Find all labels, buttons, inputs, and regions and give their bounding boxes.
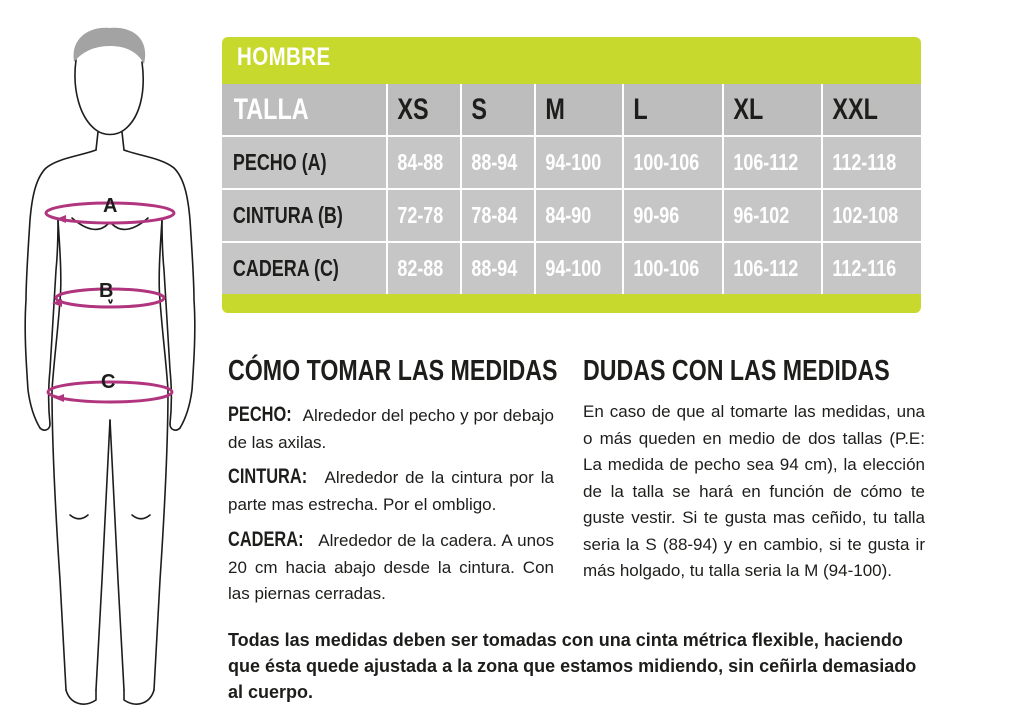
doubts-text: En caso de que al tomarte las medidas, una o más queden en medio de dos tallas (P.E: La medida de pecho sea 94 cm), la elección de la talla se hará en función de cómo te guste vestir. Si te gusta mas ceñido, tu talla seria la S (88-94) y en cambio, si te gusta ir más holgado, tu talla seria la M (94-100). [583, 402, 925, 580]
table-row-chest [222, 136, 921, 189]
size-s: S [471, 92, 488, 126]
table-cell: 94-100 [545, 149, 602, 175]
marker-c: C [101, 371, 116, 393]
hair [74, 28, 146, 64]
how-to-hip [228, 527, 554, 608]
table-cell: 82-88 [397, 255, 444, 281]
table-cell: 94-100 [545, 255, 602, 281]
table-cell: 96-102 [733, 202, 790, 228]
table-cell: 84-90 [545, 202, 592, 228]
table-cell: 88-94 [471, 149, 518, 175]
size-grid [222, 84, 921, 297]
row-label: PECHO (A) [232, 149, 327, 175]
marker-a: A [103, 195, 118, 217]
table-cell: 100-106 [632, 255, 699, 281]
table-row-waist [222, 189, 921, 242]
how-to-chest [228, 402, 554, 456]
row-label: CINTURA (B) [232, 202, 343, 228]
body-figure [0, 0, 230, 724]
table-row-hip [222, 242, 921, 296]
doubts-heading: DUDAS CON LAS MEDIDAS [583, 355, 890, 387]
table-title: HOMBRE [237, 43, 331, 71]
table-cell: 112-118 [832, 149, 896, 175]
size-m: M [545, 92, 566, 126]
term-chest: PECHO: [228, 403, 292, 426]
desc-waist: Alrededor de la cintura por la parte mas estrecha. Por el ombligo. [228, 468, 554, 514]
marker-b: B [99, 280, 114, 302]
table-cell: 72-78 [397, 202, 444, 228]
table-cell: 88-94 [471, 255, 518, 281]
term-waist: CINTURA: [228, 465, 308, 488]
table-cell: 84-88 [397, 149, 444, 175]
footer-note: Todas las medidas deben ser tomadas con una cinta métrica flexible, haciendo que ésta quede ajustada a la zona que estamos midiendo, sin ceñirla demasiado al cuerpo. [228, 630, 917, 702]
size-label: TALLA [233, 92, 309, 126]
size-xl: XL [733, 92, 764, 126]
desc-hip: Alrededor de la cadera. A unos 20 cm hacia abajo desde la cintura. Con las piernas cerradas. [228, 531, 554, 603]
table-cell: 102-108 [832, 202, 898, 228]
how-to-waist [228, 464, 554, 518]
size-l: L [632, 92, 648, 126]
size-xxl: XXL [832, 92, 878, 126]
how-to-heading: CÓMO TOMAR LAS MEDIDAS [228, 355, 558, 387]
table-cell: 106-112 [733, 255, 798, 281]
term-hip: CADERA: [228, 528, 304, 551]
table-header-row [222, 84, 921, 136]
size-table [222, 37, 921, 313]
table-cell: 100-106 [632, 149, 699, 175]
desc-chest: Alrededor del pecho y por debajo de las axilas. [228, 406, 554, 452]
table-cell: 78-84 [471, 202, 518, 228]
table-cell: 106-112 [733, 149, 798, 175]
row-label: CADERA (C) [232, 255, 339, 281]
table-cell: 90-96 [632, 202, 679, 228]
table-cell: 112-116 [832, 255, 896, 281]
size-xs: XS [397, 92, 429, 126]
